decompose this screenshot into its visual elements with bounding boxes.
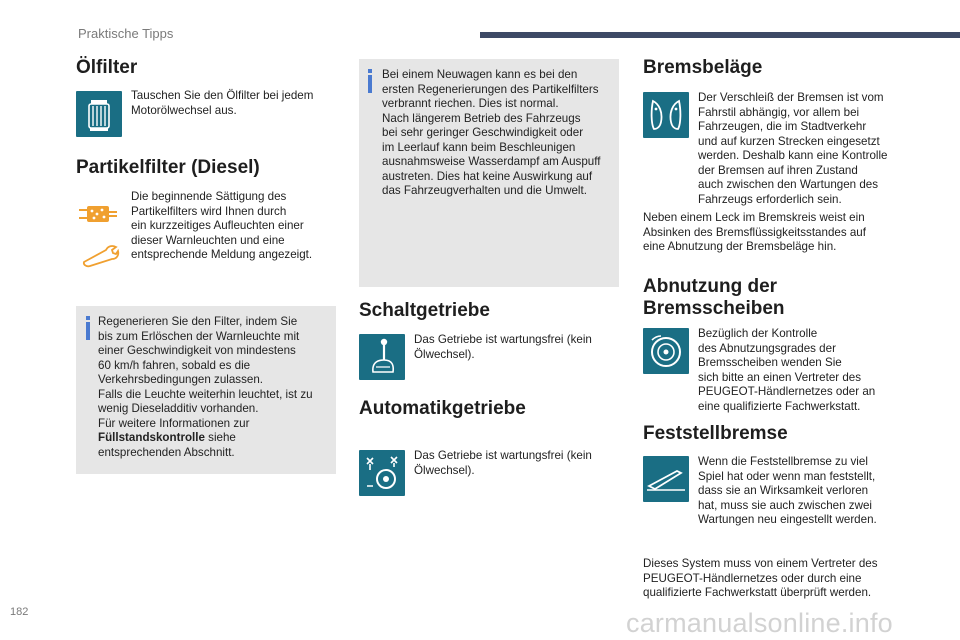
automatic-text: [414, 449, 592, 478]
text-line: bis zum Erlöschen der Warnleuchte mit: [98, 329, 300, 343]
text-line: Verkehrsbedingungen zulassen.: [98, 373, 264, 386]
text-line: Bei einem Neuwagen kann es bei den: [382, 68, 578, 81]
text-line: Fahrzeugs erforderlich sein.: [698, 192, 842, 206]
text-line: verbrannt riechen. Dies ist normal.: [382, 97, 559, 110]
text-line: Falls die Leuchte weiterhin leuchtet, ist zu: [98, 387, 313, 401]
text-line: im Leerlauf kann beim Beschleunigen: [382, 140, 576, 154]
text-line: Das Getriebe ist wartungsfrei (kein: [414, 333, 592, 346]
text-line: Neben einem Leck im Bremskreis weist ein: [643, 211, 865, 224]
heading-oilfilter: Ölfilter: [76, 57, 138, 78]
text-line: Fahrstil abhängig, vor allem bei: [698, 105, 860, 119]
text-line: das Fahrzeugverhalten und die Umwelt.: [382, 184, 587, 197]
text-line: einer Geschwindigkeit von mindestens: [98, 344, 296, 357]
particle-filter-warning-icon: [76, 199, 122, 229]
gear-shift-icon: [359, 334, 405, 380]
heading-particle-filter: Partikelfilter (Diesel): [76, 157, 260, 178]
text-line: auch zwischen den Wartungen des: [698, 178, 879, 191]
brake-pads-icon: [643, 92, 689, 138]
heading-gearbox: Schaltgetriebe: [359, 300, 490, 321]
text-line: entsprechende Meldung angezeigt.: [131, 248, 313, 261]
info-box-new-car: [359, 59, 619, 287]
text-line: Spiel hat oder wenn man feststellt,: [698, 469, 876, 483]
info-box-regeneration: [76, 306, 336, 474]
page-header-title: Praktische Tipps: [78, 26, 174, 41]
oilfilter-text: [131, 89, 313, 118]
heading-brakepads: Bremsbeläge: [643, 57, 763, 78]
text-line: hat, muss sie auch zwischen zwei: [698, 498, 872, 512]
brakepads-extra-text: [643, 211, 866, 255]
text-line: dieser Warnleuchten und eine: [131, 233, 285, 247]
text-line: PEUGEOT-Händlernetzes oder durch eine: [643, 571, 862, 585]
watermark: carmanualsonline.info: [626, 608, 893, 638]
text-line: Tauschen Sie den Ölfilter bei jedem: [131, 89, 314, 102]
text-line: Partikelfilters wird Ihnen durch: [131, 204, 287, 218]
text-line: Die beginnende Sättigung des: [131, 190, 287, 203]
text-line: sich bitte an einen Vertreter des: [698, 370, 862, 384]
text-line: PEUGEOT-Händlernetzes oder an: [698, 385, 876, 398]
text-line: Motorölwechsel aus.: [131, 103, 237, 117]
discs-text: [698, 327, 875, 414]
info-icon: [368, 75, 372, 93]
text-line: bei sehr geringer Geschwindigkeit oder: [382, 126, 584, 139]
page-number: 182: [10, 606, 29, 618]
heading-automatic: Automatikgetriebe: [359, 398, 526, 419]
text-line: eine Abnutzung der Bremsbeläge hin.: [643, 240, 837, 253]
info-icon: [86, 322, 90, 340]
text-line: Bremsscheiben wenden Sie: [698, 356, 842, 369]
text-line: Für weitere Informationen zur: [98, 416, 250, 430]
text-line: entsprechenden Abschnitt.: [98, 445, 235, 459]
header-bar: [480, 32, 960, 38]
text-line: der Bremsen auf ihren Zustand: [698, 163, 858, 177]
text-line: austreten. Dies hat keine Auswirkung auf: [382, 169, 593, 183]
text-line: Das Getriebe ist wartungsfrei (kein: [414, 449, 592, 462]
brakepads-text: [698, 91, 888, 207]
text-line: Der Verschleiß der Bremsen ist vom: [698, 91, 884, 104]
text-line: und auf kurzen Strecken eingesetzt: [698, 134, 880, 148]
text-line: Wartungen neu eingestellt werden.: [698, 513, 877, 526]
text-line: Fahrzeugen, die im Stadtverkehr: [698, 120, 867, 133]
heading-line: Bremsscheiben: [643, 298, 785, 319]
text-line: des Abnutzungsgrades der: [698, 341, 836, 355]
parking-brake-icon: [643, 456, 689, 502]
parkingbrake-text: [698, 455, 877, 528]
text-line: Regenerieren Sie den Filter, indem Sie: [98, 315, 298, 328]
gearbox-text: [414, 333, 592, 362]
text-line: wenig Dieseladditiv vorhanden.: [98, 402, 259, 415]
parkingbrake-extra-text: [643, 557, 878, 601]
heading-line: Abnutzung der: [643, 276, 778, 297]
info-text: [98, 315, 334, 460]
text-line: Bezüglich der Kontrolle: [698, 327, 818, 340]
text-line: ausnahmsweise Wasserdampf am Auspuff: [382, 155, 601, 168]
info-text: [382, 68, 618, 199]
text-line: qualifizierte Fachwerkstatt überprüft werden.: [643, 586, 872, 599]
text-line: eine qualifizierte Fachwerkstatt.: [698, 399, 861, 413]
heading-parking-brake: Feststellbremse: [643, 423, 788, 444]
service-wrench-warning-icon: [76, 240, 122, 270]
brake-disc-icon: [643, 328, 689, 374]
text-line: Ölwechsel).: [414, 347, 475, 361]
particle-text: [131, 190, 312, 263]
text-line: Ölwechsel).: [414, 463, 475, 477]
bold-term: Füllstandskontrolle: [98, 431, 205, 444]
text-line: ein kurzzeitiges Aufleuchten einer: [131, 219, 304, 232]
oil-filter-icon: [76, 91, 122, 137]
text-line: 60 km/h fahren, sobald es die: [98, 358, 251, 372]
text-line: Absinken des Bremsflüssigkeitsstandes auf: [643, 225, 866, 239]
text-line: ersten Regenerierungen des Partikelfilters: [382, 82, 599, 96]
heading-brake-discs: [643, 276, 785, 320]
automatic-gearbox-icon: [359, 450, 405, 496]
text-line: Dieses System muss von einem Vertreter des: [643, 557, 878, 570]
text-line: werden. Deshalb kann eine Kontrolle: [698, 149, 888, 162]
text-line: Nach längerem Betrieb des Fahrzeugs: [382, 111, 581, 125]
text-span: siehe: [204, 431, 236, 444]
text-line: dass sie an Wirksamkeit verloren: [698, 484, 869, 497]
text-line: [98, 431, 334, 446]
text-line: Wenn die Feststellbremse zu viel: [698, 455, 868, 468]
